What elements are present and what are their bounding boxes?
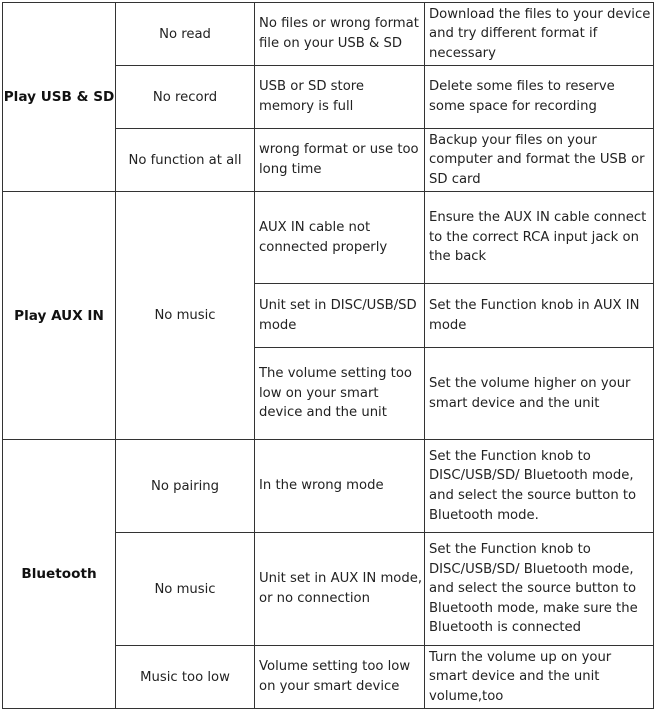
troubleshooting-table: [2, 2, 654, 709]
cause-cell: In the wrong mode: [255, 440, 425, 533]
cause-cell: Volume setting too low on your smart device: [255, 646, 425, 709]
cause-cell: AUX IN cable not connected properly: [255, 192, 425, 284]
solution-cell: Backup your files on your computer and format the USB or SD card: [425, 129, 654, 192]
symptom-cell: No music: [116, 192, 255, 440]
solution-cell: Ensure the AUX IN cable connect to the correct RCA input jack on the back: [425, 192, 654, 284]
symptom-cell: No record: [116, 66, 255, 129]
symptom-cell: Music too low: [116, 646, 255, 709]
table-row: [3, 440, 654, 533]
solution-cell: Download the files to your device and try different format if necessary: [425, 3, 654, 66]
cause-cell: Unit set in DISC/USB/SD mode: [255, 284, 425, 348]
feature-cell: Play USB & SD: [3, 3, 116, 192]
symptom-cell: No pairing: [116, 440, 255, 533]
cause-cell: USB or SD store memory is full: [255, 66, 425, 129]
cause-cell: Unit set in AUX IN mode, or no connection: [255, 533, 425, 646]
symptom-cell: No music: [116, 533, 255, 646]
solution-cell: Set the Function knob to DISC/USB/SD/ Bluetooth mode, and select the source button to Bluetooth mode, make sure the Bluetooth is connected: [425, 533, 654, 646]
cause-cell: No files or wrong format file on your USB & SD: [255, 3, 425, 66]
feature-cell: Bluetooth: [3, 440, 116, 709]
solution-cell: Delete some files to reserve some space for recording: [425, 66, 654, 129]
table-row: [3, 3, 654, 66]
symptom-cell: No read: [116, 3, 255, 66]
cause-cell: The volume setting too low on your smart device and the unit: [255, 348, 425, 440]
cause-cell: wrong format or use too long time: [255, 129, 425, 192]
solution-cell: Set the volume higher on your smart device and the unit: [425, 348, 654, 440]
symptom-cell: No function at all: [116, 129, 255, 192]
table-row: [3, 192, 654, 284]
solution-cell: Turn the volume up on your smart device and the unit volume,too: [425, 646, 654, 709]
solution-cell: Set the Function knob to DISC/USB/SD/ Bluetooth mode, and select the source button to Bluetooth mode.: [425, 440, 654, 533]
solution-cell: Set the Function knob in AUX IN mode: [425, 284, 654, 348]
feature-cell: Play AUX IN: [3, 192, 116, 440]
